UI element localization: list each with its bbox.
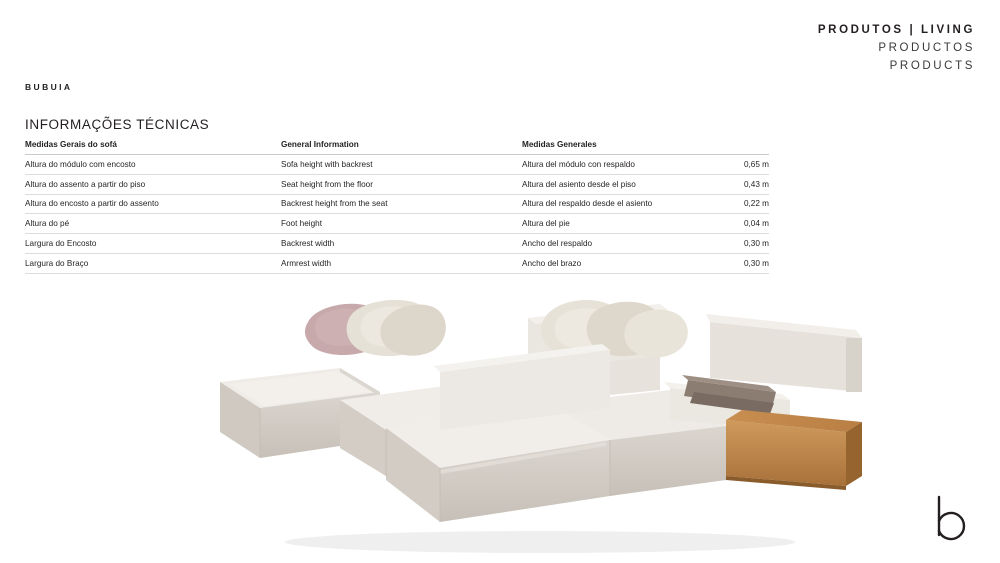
header-line-productos: PRODUCTOS (878, 41, 975, 54)
page-title: INFORMAÇÕES TÉCNICAS (25, 117, 210, 132)
cell-en: Foot height (281, 214, 522, 234)
cell-en: Seat height from the floor (281, 174, 522, 194)
table-header-row (25, 137, 769, 155)
cell-en: Backrest height from the seat (281, 194, 522, 214)
table-row (25, 234, 769, 254)
cell-es: Altura del módulo con respaldo (522, 155, 707, 175)
column-header-es: Medidas Generales (522, 137, 707, 155)
column-header-value (707, 137, 769, 155)
cell-pt: Largura do Braço (25, 253, 281, 273)
cell-es: Ancho del respaldo (522, 234, 707, 254)
cell-pt: Altura do encosto a partir do assento (25, 194, 281, 214)
table-row (25, 253, 769, 273)
cell-value: 0,43 m (707, 174, 769, 194)
cell-pt: Altura do pé (25, 214, 281, 234)
table-row (25, 174, 769, 194)
document-header (818, 22, 975, 75)
product-name: BUBUIA (25, 82, 73, 92)
cell-en: Armrest width (281, 253, 522, 273)
cell-pt: Altura do assento a partir do piso (25, 174, 281, 194)
cell-value: 0,22 m (707, 194, 769, 214)
table-row (25, 194, 769, 214)
product-image (190, 280, 870, 555)
technical-information-table (25, 137, 769, 274)
table-row (25, 155, 769, 175)
column-header-pt: Medidas Gerais do sofá (25, 137, 281, 155)
column-header-en: General Information (281, 137, 522, 155)
cell-es: Altura del respaldo desde el asiento (522, 194, 707, 214)
header-line-products: PRODUCTS (889, 59, 975, 72)
cell-value: 0,65 m (707, 155, 769, 175)
cell-value: 0,04 m (707, 214, 769, 234)
cell-pt: Altura do módulo com encosto (25, 155, 281, 175)
cell-pt: Largura do Encosto (25, 234, 281, 254)
cell-value: 0,30 m (707, 234, 769, 254)
brand-logo-icon (930, 495, 972, 543)
cell-es: Altura del asiento desde el piso (522, 174, 707, 194)
table-row (25, 214, 769, 234)
cell-en: Backrest width (281, 234, 522, 254)
cell-es: Altura del pie (522, 214, 707, 234)
cell-es: Ancho del brazo (522, 253, 707, 273)
cell-value: 0,30 m (707, 253, 769, 273)
header-line-produtos-living: PRODUTOS | LIVING (817, 24, 975, 36)
cell-en: Sofa height with backrest (281, 155, 522, 175)
